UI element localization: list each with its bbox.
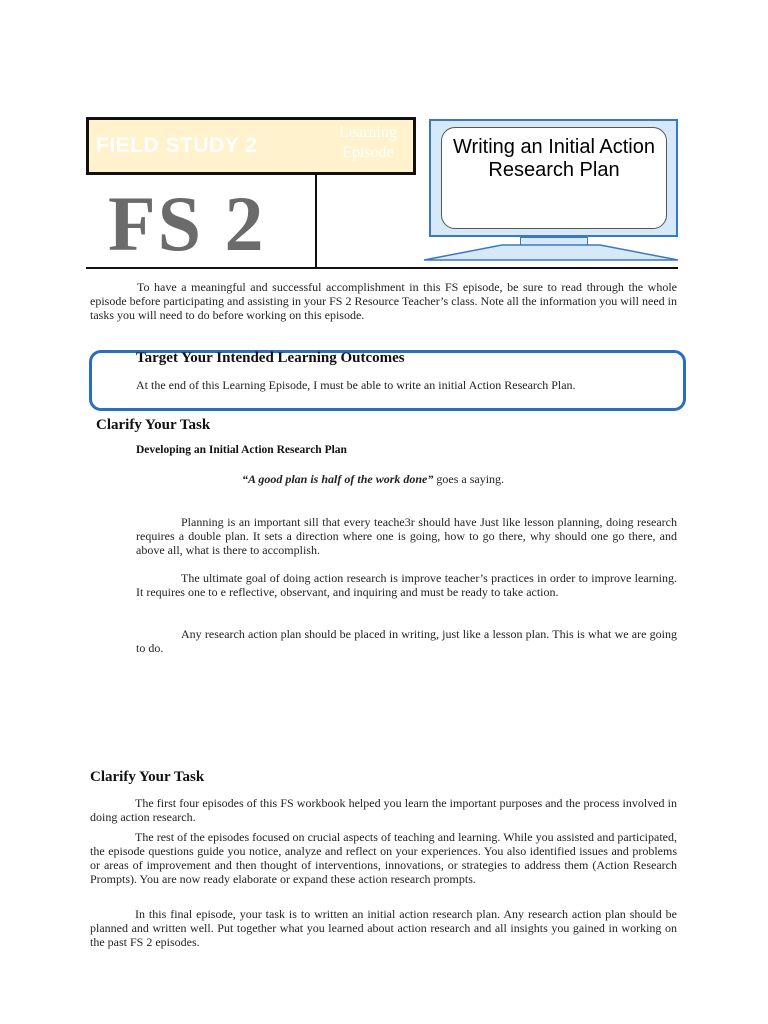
episode-title: Writing an Initial Action Research Plan: [453, 136, 655, 181]
paragraph: The first four episodes of this FS workbook helped you learn the important purposes and the process involved in doing action research.: [90, 796, 677, 824]
paragraph: Planning is an important sill that every teache3r should have Just like lesson planning, doing research requires a double plan. It sets a direction where one is going, how to go there, why should one go there, and above all, what is there to accomplish.: [136, 515, 677, 557]
banner-title: FIELD STUDY 2: [96, 134, 258, 157]
section-heading: Clarify Your Task: [96, 417, 211, 433]
header-divider-vertical: [315, 175, 317, 268]
monitor-stand-base: [420, 244, 682, 262]
paragraph: Any research action plan should be placed in writing, just like a lesson plan. This is what we are going to do.: [136, 627, 677, 655]
paragraph: In this final episode, your task is to written an initial action research plan. Any research action plan should be planned and written well. Put together what you learned about action research and all insights you gained in working on the past FS 2 episodes.: [90, 907, 677, 949]
paragraph: The rest of the episodes focused on crucial aspects of teaching and learning. While you assisted and participated, the episode questions guide you notice, analyze and reflect on your experiences. You also identified issues and problems or areas of improvement and then thought of interventions, innovations, or strategies to address them (Action Research Prompts). You are now ready elaborate or expand these action research prompts.: [90, 830, 677, 886]
quote-text: “A good plan is half of the work done”: [242, 472, 434, 486]
paragraph: The ultimate goal of doing action research is improve teacher’s practices in order to improve learning. It requires one to e reflective, observant, and inquiring and must be ready to take action.: [136, 571, 677, 599]
section-heading: Clarify Your Task: [90, 769, 205, 785]
fs2-label: FS 2: [108, 180, 266, 267]
quote-line: [242, 472, 504, 487]
banner-sub-line1: Learning: [339, 124, 397, 141]
outcomes-title: Target Your Intended Learning Outcomes: [136, 350, 405, 366]
quote-suffix: goes a saying.: [436, 472, 505, 486]
section-subheading: Developing an Initial Action Research Plan: [136, 444, 347, 456]
banner-subtitle: [322, 123, 414, 163]
outcomes-text: At the end of this Learning Episode, I must be able to write an initial Action Research Plan.: [136, 378, 576, 392]
banner-sub-line2: Episode: [342, 144, 394, 161]
intro-paragraph: To have a meaningful and successful accomplishment in this FS episode, be sure to read through the whole episode before participating and assisting in your FS 2 Resource Teacher’s class. Note all the information you will need in tasks you will need to do before working on this episode.: [90, 280, 677, 322]
